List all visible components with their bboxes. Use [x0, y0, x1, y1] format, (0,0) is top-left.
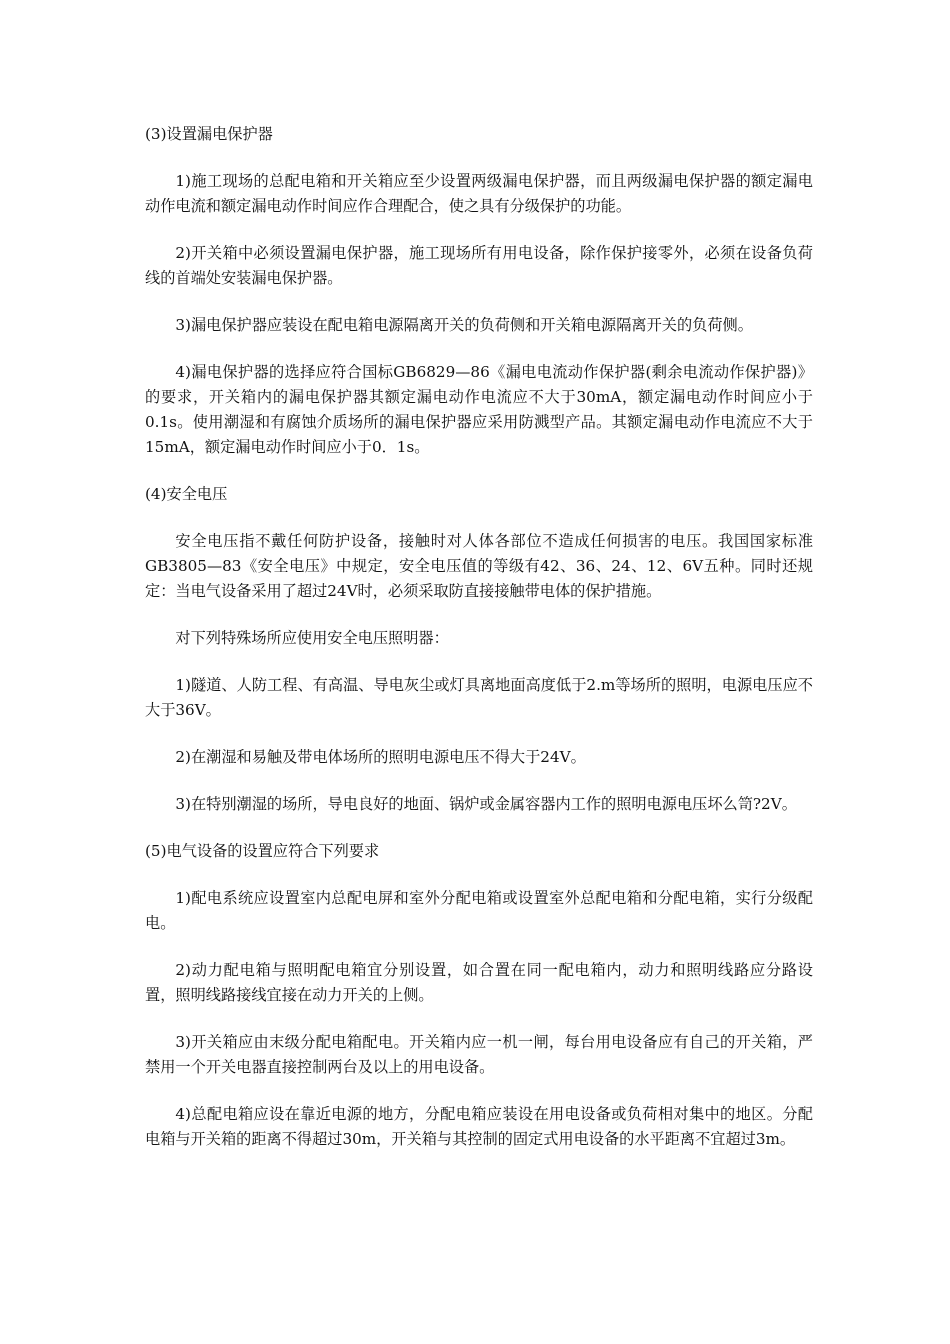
paragraph-leakage-2: 2)开关箱中必须设置漏电保护器，施工现场所有用电设备，除作保护接零外，必须在设备负荷线的首端处安装漏电保护器。	[145, 244, 813, 287]
paragraph-special-places-2: 2)在潮湿和易触及带电体场所的照明电源电压不得大于24V。	[175, 748, 586, 766]
paragraph-equipment-1: 1)配电系统应设置室内总配电屏和室外分配电箱或设置室外总配电箱和分配电箱，实行分级配电。	[145, 889, 813, 932]
paragraph-leakage-1: 1)施工现场的总配电箱和开关箱应至少设置两级漏电保护器，而且两级漏电保护器的额定漏电动作电流和额定漏电动作时间应作合理配合，使之具有分级保护的功能。	[145, 172, 813, 215]
section-heading-safety-voltage: (4)安全电压	[145, 485, 228, 503]
paragraph-leakage-4: 4)漏电保护器的选择应符合国标GB6829—86《漏电电流动作保护器(剩余电流动作保护器)》的要求，开关箱内的漏电保护器其额定漏电动作电流应不大于30mA，额定漏电动作时间应小于0.1s。使用潮湿和有腐蚀介质场所的漏电保护器应采用防溅型产品。其额定漏电动作电流应不大于15mA，额定漏电动作时间应小于0．1s。	[145, 363, 813, 456]
paragraph-equipment-2: 2)动力配电箱与照明配电箱宜分别设置，如合置在同一配电箱内，动力和照明线路应分路设置，照明线路接线宜接在动力开关的上侧。	[145, 961, 813, 1004]
paragraph-special-places-intro: 对下列特殊场所应使用安全电压照明器：	[175, 629, 449, 647]
section-heading-electrical-equipment: (5)电气设备的设置应符合下列要求	[145, 842, 380, 860]
paragraph-safety-voltage-definition: 安全电压指不戴任何防护设备，接触时对人体各部位不造成任何损害的电压。我国国家标准GB3805—83《安全电压》中规定，安全电压值的等级有42、36、24、12、6V五种。同时还规定：当电气设备采用了超过24V时，必须采取防直接接触带电体的保护措施。	[145, 532, 813, 600]
section-heading-leakage-protector: (3)设置漏电保护器	[145, 125, 273, 143]
paragraph-special-places-3: 3)在特别潮湿的场所，导电良好的地面、锅炉或金属容器内工作的照明电源电压坏么笥?2V。	[175, 795, 797, 813]
paragraph-special-places-1: 1)隧道、人防工程、有高温、导电灰尘或灯具离地面高度低于2.m等场所的照明，电源电压应不大于36V。	[145, 676, 813, 719]
paragraph-equipment-4: 4)总配电箱应设在靠近电源的地方，分配电箱应装设在用电设备或负荷相对集中的地区。分配电箱与开关箱的距离不得超过30m，开关箱与其控制的固定式用电设备的水平距离不宜超过3m。	[145, 1105, 813, 1148]
document-page	[145, 122, 813, 1174]
paragraph-leakage-3: 3)漏电保护器应装设在配电箱电源隔离开关的负荷侧和开关箱电源隔离开关的负荷侧。	[175, 316, 753, 334]
paragraph-equipment-3: 3)开关箱应由末级分配电箱配电。开关箱内应一机一闸，每台用电设备应有自己的开关箱，严禁用一个开关电器直接控制两台及以上的用电设备。	[145, 1033, 813, 1076]
